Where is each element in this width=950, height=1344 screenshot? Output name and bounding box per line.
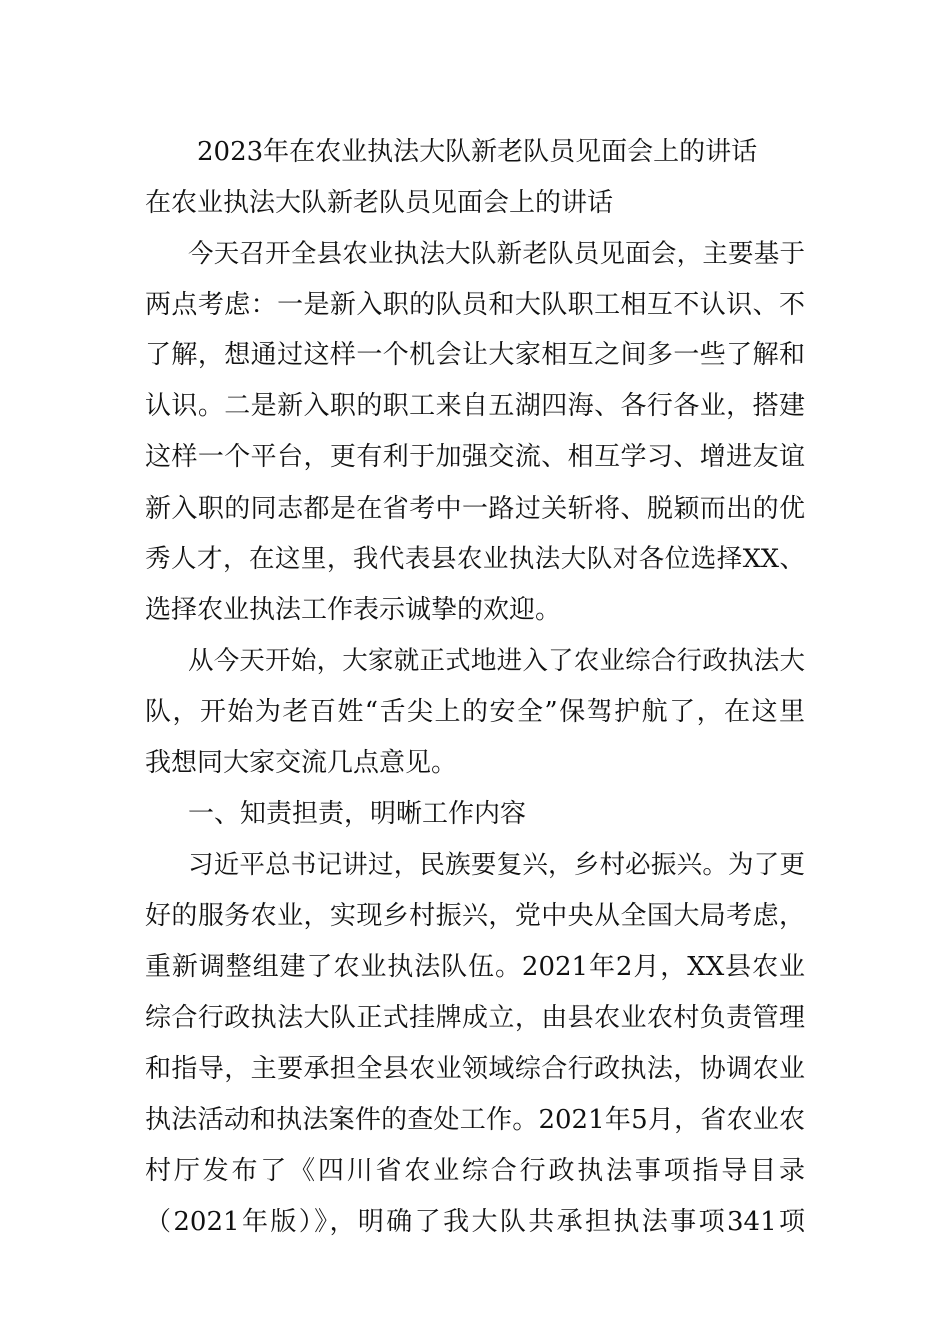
document-title: 2023年在农业执法大队新老队员见面会上的讲话 bbox=[197, 137, 758, 167]
body-line-9: 从今天开始，大家就正式地进入了农业综合行政执法大 bbox=[188, 646, 805, 676]
body-line-18: 村厅发布了《四川省农业综合行政执法事项指导目录 bbox=[145, 1156, 805, 1186]
body-line-8: 选择农业执法工作表示诚挚的欢迎。 bbox=[145, 595, 562, 625]
body-line-17: 执法活动和执法案件的查处工作。2021年5月，省农业农 bbox=[145, 1105, 805, 1135]
body-line-10: 队，开始为老百姓“舌尖上的安全”保驾护航了，在这里 bbox=[145, 697, 805, 727]
section-heading-1: 一、知责担责，明晰工作内容 bbox=[188, 799, 527, 829]
document-subtitle: 在农业执法大队新老队员见面会上的讲话 bbox=[145, 188, 614, 218]
body-line-15: 综合行政执法大队正式挂牌成立，由县农业农村负责管理 bbox=[145, 1003, 805, 1033]
body-line-19: （2021年版）》，明确了我大队共承担执法事项341项 bbox=[145, 1207, 805, 1237]
body-line-12: 习近平总书记讲过，民族要复兴，乡村必振兴。为了更 bbox=[188, 850, 805, 880]
body-line-3: 了解，想通过这样一个机会让大家相互之间多一些了解和 bbox=[145, 340, 805, 370]
body-line-11: 我想同大家交流几点意见。 bbox=[145, 748, 458, 778]
body-line-1: 今天召开全县农业执法大队新老队员见面会，主要基于 bbox=[188, 239, 805, 269]
body-line-6: 新入职的同志都是在省考中一路过关斩将、脱颖而出的优 bbox=[145, 494, 805, 524]
body-line-13: 好的服务农业，实现乡村振兴，党中央从全国大局考虑， bbox=[145, 901, 805, 931]
body-line-4: 认识。二是新入职的职工来自五湖四海、各行各业，搭建 bbox=[145, 391, 805, 421]
body-line-5: 这样一个平台，更有利于加强交流、相互学习、增进友谊 bbox=[145, 442, 805, 472]
body-line-16: 和指导，主要承担全县农业领域综合行政执法，协调农业 bbox=[145, 1054, 805, 1084]
body-line-2: 两点考虑：一是新入职的队员和大队职工相互不认识、不 bbox=[145, 290, 805, 320]
body-line-14: 重新调整组建了农业执法队伍。2021年2月，XX县农业 bbox=[145, 952, 805, 982]
body-line-7: 秀人才，在这里，我代表县农业执法大队对各位选择XX、 bbox=[145, 544, 805, 574]
